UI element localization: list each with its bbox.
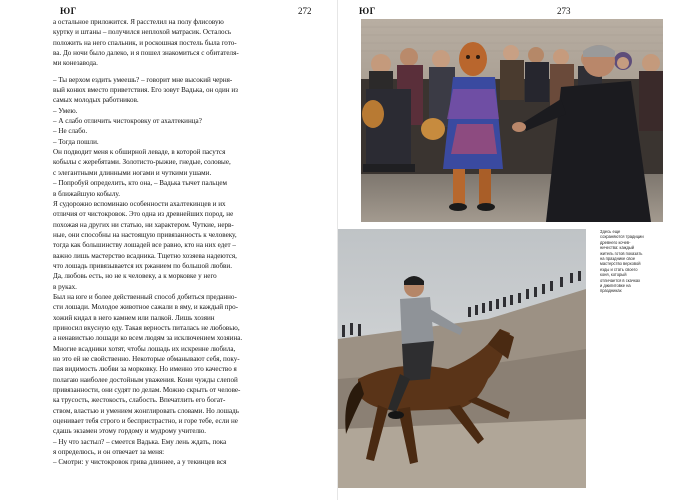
text-line: пая видимость любви за морковку. Но именно это качество я — [53, 365, 237, 374]
caption-line: Здесь еще — [600, 229, 621, 234]
text-line: а ненавистью лошади ко всем людям за исключением хозяина. — [53, 334, 243, 343]
page-number-right: 273 — [557, 6, 571, 16]
text-line: с элегантными длинными ногами и чуткими ушами. — [53, 168, 212, 177]
text-line: Я судорожно вспоминаю особенности ахалтекинцев и их — [53, 199, 226, 208]
running-head-right: ЮГ — [359, 6, 376, 16]
text-line: сти лошади. Молодое животное сажали в яму, и каждый про- — [53, 303, 239, 312]
text-line: в руках. — [53, 282, 77, 291]
text-line: привязанности, они судят по делам. Можно скрыть от челове- — [53, 386, 241, 395]
text-line: самых молодых работников. — [53, 96, 139, 105]
text-line: хожий кидал в него камнем или палкой. Лишь хозяин — [53, 313, 215, 322]
caption-line: праздниках — [600, 288, 622, 294]
text-line: ством, властью и умением жонглировать словами. Но лошадь — [53, 406, 239, 415]
text-line: оценивает тебя строго и беспристрастно, и горе тебе, если не — [53, 417, 238, 426]
caption-line: житель готов показать — [600, 250, 643, 256]
text-line: что лошадь привязывается их ржанием по большой любви. — [53, 261, 232, 270]
horse-rider-photo — [338, 229, 586, 488]
caption-line: коня, который — [600, 272, 627, 278]
text-line: – А слабо отличить чистокровку от ахалтекинца? — [53, 117, 202, 126]
text-line: кобылы с жеребятами. Золотисто-рыжие, гнедые, соловые, — [53, 158, 231, 167]
caption-line: на празднике свое — [600, 256, 636, 262]
caption-line: отличается в скачках — [600, 277, 641, 283]
text-line: – Попробуй определить, кто она, – Вадька тычет пальцем — [53, 179, 227, 188]
text-line: сдашь экзамен этому гордому и мудрому учителю. — [53, 427, 207, 436]
text-line: куртку и штаны – получился неплохой матрасик. Осталось — [53, 28, 232, 37]
photo-caption — [600, 229, 662, 294]
text-line: а остальное приложится. Я расстелил на полу флисовую — [53, 18, 224, 26]
text-line: Да, любовь есть, но не к человеку, а к морковке у него — [53, 272, 217, 281]
caption-line: и джигитовке на — [600, 283, 631, 289]
text-line: полагаю наиболее достойным уважения. Кони чужды слепой — [53, 375, 238, 384]
text-line: приносил вкусную еду. Такая верность питалась не любовью, — [53, 323, 240, 332]
text-line: – Ты верхом ездить умеешь? – говорит мне высокий черня- — [53, 75, 233, 84]
festival-crowd-photo — [361, 19, 663, 222]
text-line: в ближайшую кобылу. — [53, 189, 120, 198]
text-line: важно лишь мастерство всадника. Тщетно хозяева надеются, — [53, 251, 237, 260]
text-line: я определюсь, и он отвечает за меня: — [53, 448, 165, 457]
text-line: вый конюх вместо приветствия. Его зовут Вадька, он один из — [53, 86, 238, 95]
text-line: ные, они способны на настоящую привязанность к человеку, — [53, 230, 237, 239]
text-line: Многие всадники хотят, чтобы лошадь их искренне любила, — [53, 344, 236, 353]
caption-line: мастерство верховой — [600, 261, 641, 267]
text-line: – Тогда пошли. — [53, 137, 99, 146]
text-line: но это ей не свойственно. Некоторые обманывают себя, поку- — [53, 355, 240, 363]
text-line: – Смотри: у чистокровок грива длиннее, а у текинцев вся — [53, 458, 227, 467]
body-text-column — [48, 17, 326, 468]
text-line: отличия от чистокровок. Это одна из древнейших пород, не — [53, 210, 234, 219]
caption-line: езды и стать своего — [600, 266, 638, 272]
caption-line: сохраняются традиции — [600, 234, 644, 240]
text-line: похожая на других ни статью, ни характером. Чуткие, нерв- — [53, 220, 234, 229]
text-line: – Умею. — [53, 106, 78, 115]
text-line: ва. До ночи было далеко, и я пошел знакомиться с обитателя- — [53, 49, 239, 58]
text-line: Он подводит меня к обширной леваде, в которой пасутся — [53, 148, 226, 157]
running-head-left: ЮГ — [60, 6, 77, 16]
caption-line: ничества: каждый — [600, 245, 635, 251]
text-line: Был на юге и более действенный способ добиться преданно- — [53, 292, 237, 301]
text-line: ка трусость, жестокость, слабость. Впечатлить его богат- — [53, 396, 226, 405]
text-line: – Ну что застыл? – смеется Вадька. Ему лень ждать, пока — [53, 437, 227, 446]
caption-line: древнего кочев- — [600, 239, 631, 245]
text-line: – Не слабо. — [53, 127, 88, 136]
text-line: тогда как большинству лошадей все равно, кто на них едет – — [53, 241, 236, 250]
text-line: положить на него спальник, и роскошная постель была гото- — [53, 38, 237, 47]
text-line: ми конезавода. — [53, 59, 98, 68]
page-number-left: 272 — [298, 6, 312, 16]
